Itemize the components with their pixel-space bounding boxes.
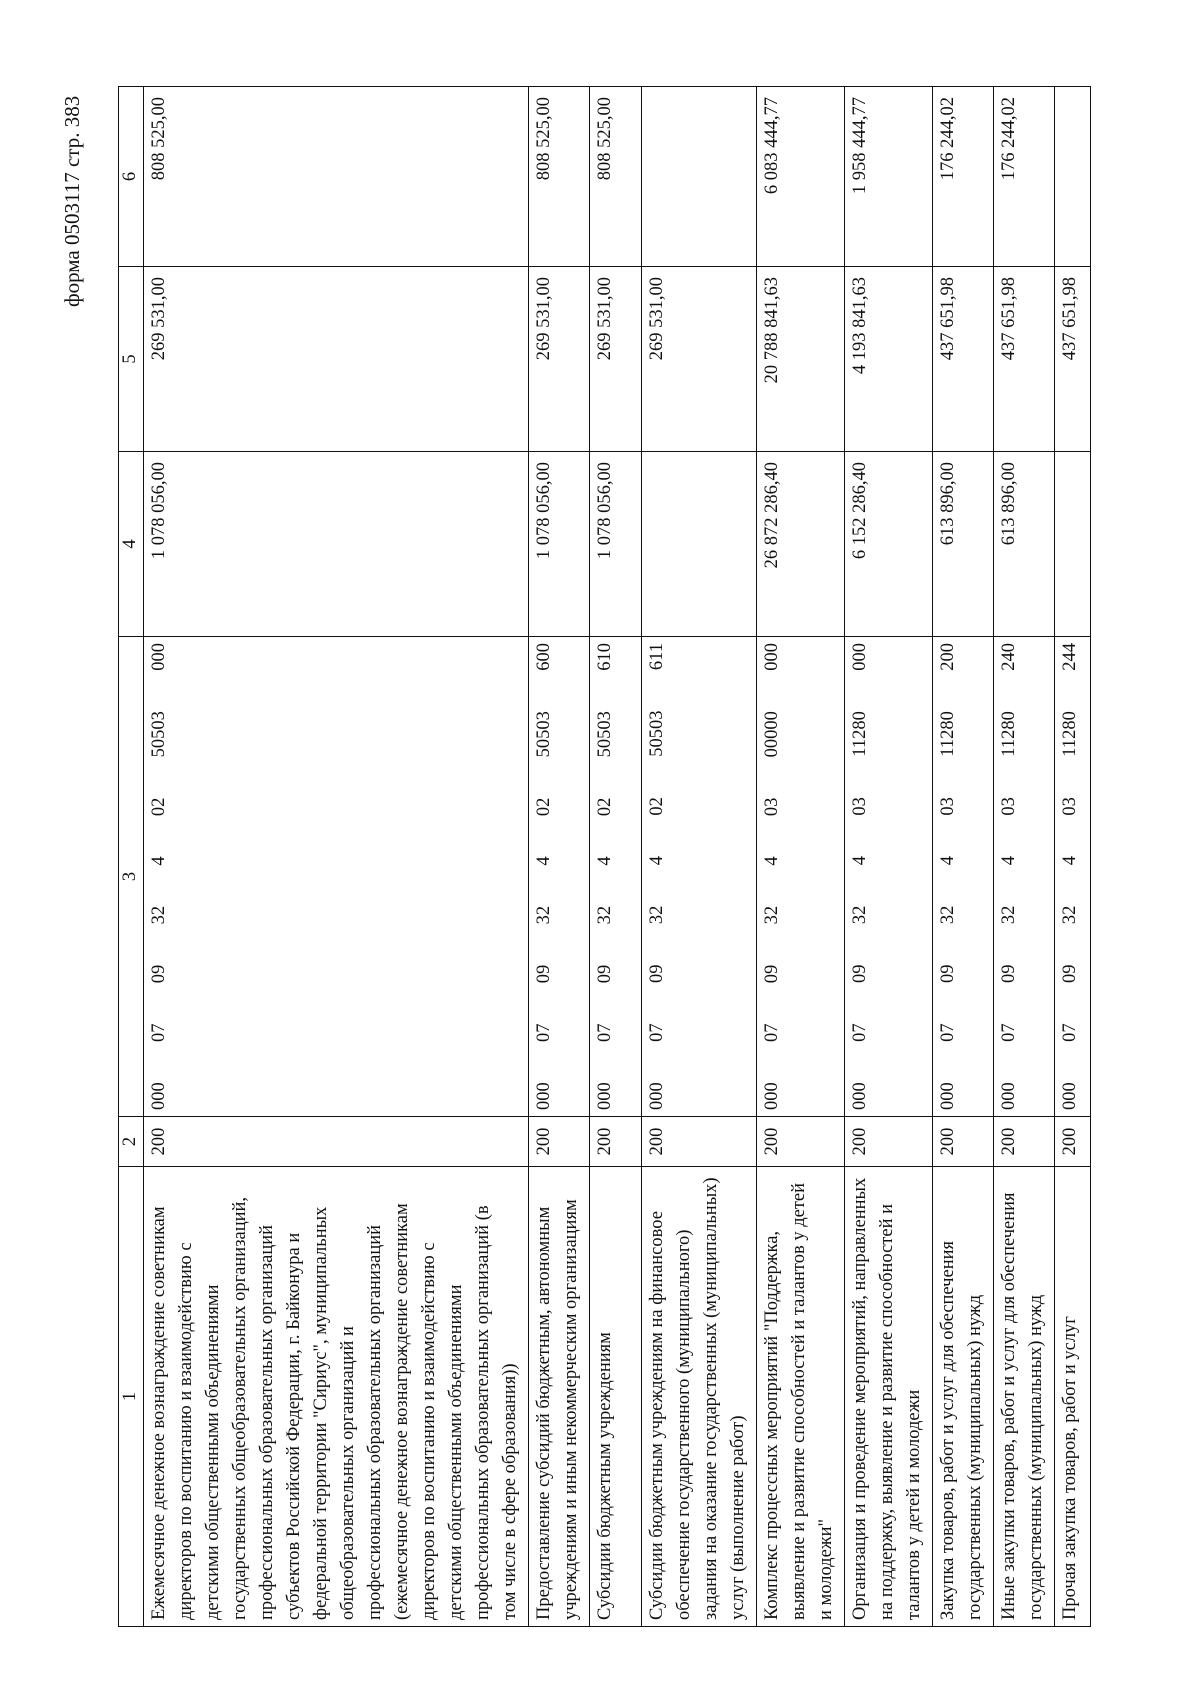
code-segment: 00000	[762, 711, 782, 758]
budget-code	[759, 643, 786, 1110]
budget-code	[644, 643, 671, 1110]
executed-amount-cell: 20 788 841,63	[757, 267, 845, 452]
code-segment: 50503	[149, 711, 169, 758]
line-code-cell: 200	[529, 1117, 590, 1167]
code-segment: 4	[999, 856, 1019, 866]
column-header: 4	[119, 452, 144, 637]
budget-code	[146, 643, 173, 1110]
row-name-cell: Субсидии бюджетным учреждениям	[590, 1167, 642, 1627]
budget-code	[996, 643, 1023, 1110]
code-segment: 09	[1060, 964, 1080, 983]
budget-code-cell	[144, 637, 529, 1117]
code-segment: 02	[647, 797, 667, 816]
code-segment: 09	[938, 964, 958, 983]
table-row	[994, 87, 1055, 1627]
unexecuted-amount-cell: 1 958 444,77	[845, 87, 933, 267]
code-segment: 000	[999, 1082, 1019, 1110]
approved-amount-cell: 6 152 286,40	[845, 452, 933, 637]
code-segment: 4	[149, 856, 169, 866]
code-segment: 244	[1060, 643, 1080, 671]
column-header-row	[119, 87, 144, 1627]
budget-code-cell	[845, 637, 933, 1117]
budget-code-cell	[529, 637, 590, 1117]
table-row	[529, 87, 590, 1627]
code-segment: 09	[534, 964, 554, 984]
line-code-cell: 200	[933, 1117, 994, 1167]
table-row	[144, 87, 529, 1627]
row-name-cell: Иные закупки товаров, работ и услуг для обеспечения государственных (муниципальных) нужд	[994, 1167, 1055, 1627]
code-segment: 02	[149, 797, 169, 817]
approved-amount-cell: 1 078 056,00	[590, 452, 642, 637]
column-header: 2	[119, 1117, 144, 1167]
code-segment: 240	[999, 643, 1019, 671]
row-name-cell: Организация и проведение мероприятий, направленных на поддержку, выявление и развитие способностей и талантов у детей и молодежи	[845, 1167, 933, 1627]
row-name-cell: Субсидии бюджетным учреждениям на финансовое обеспечение государственного (муниципального) задания на оказание государственных (муниципальных) услуг (выполнение работ)	[642, 1167, 757, 1627]
line-code-cell: 200	[845, 1117, 933, 1167]
row-name-cell: Прочая закупка товаров, работ и услуг	[1055, 1167, 1091, 1627]
code-segment: 11280	[850, 711, 870, 757]
code-segment: 4	[647, 856, 667, 866]
unexecuted-amount-cell: 808 525,00	[529, 87, 590, 267]
unexecuted-amount-cell: 808 525,00	[590, 87, 642, 267]
unexecuted-amount-cell	[642, 87, 757, 267]
executed-amount-cell: 269 531,00	[642, 267, 757, 452]
table-row	[933, 87, 994, 1627]
approved-amount-cell	[1055, 452, 1091, 637]
code-segment: 02	[534, 797, 554, 817]
code-segment: 000	[762, 643, 782, 671]
code-segment: 03	[938, 797, 958, 816]
column-header: 5	[119, 267, 144, 452]
code-segment: 03	[762, 797, 782, 817]
code-segment: 09	[999, 964, 1019, 983]
budget-execution-table	[118, 86, 1091, 1627]
code-segment: 4	[595, 856, 615, 866]
code-segment: 32	[647, 905, 667, 925]
executed-amount-cell: 269 531,00	[144, 267, 529, 452]
table-row	[642, 87, 757, 1627]
code-segment: 50503	[647, 710, 667, 757]
row-name-cell: Закупка товаров, работ и услуг для обеспечения государственных (муниципальных) нужд	[933, 1167, 994, 1627]
table-row	[590, 87, 642, 1627]
code-segment: 4	[938, 856, 958, 866]
line-code-cell: 200	[1055, 1117, 1091, 1167]
table-row	[845, 87, 933, 1627]
code-segment: 32	[595, 905, 615, 925]
budget-code-cell	[590, 637, 642, 1117]
row-name-cell: Комплекс процессных мероприятий "Поддержка, выявление и развитие способностей и талантов у детей и молодежи"	[757, 1167, 845, 1627]
approved-amount-cell: 1 078 056,00	[144, 452, 529, 637]
line-code-cell: 200	[590, 1117, 642, 1167]
unexecuted-amount-cell: 176 244,02	[994, 87, 1055, 267]
code-segment: 610	[595, 643, 615, 671]
code-segment: 000	[1060, 1082, 1080, 1110]
code-segment: 32	[850, 905, 870, 925]
line-code-cell: 200	[642, 1117, 757, 1167]
code-segment: 32	[999, 905, 1019, 925]
code-segment: 50503	[534, 711, 554, 758]
code-segment: 000	[762, 1082, 782, 1110]
code-segment: 32	[1060, 905, 1080, 925]
code-segment: 07	[938, 1023, 958, 1042]
approved-amount-cell	[642, 452, 757, 637]
executed-amount-cell: 437 651,98	[1055, 267, 1091, 452]
approved-amount-cell: 613 896,00	[933, 452, 994, 637]
line-code-cell: 200	[994, 1117, 1055, 1167]
budget-code	[935, 643, 962, 1110]
code-segment: 11280	[1060, 711, 1080, 757]
unexecuted-amount-cell: 176 244,02	[933, 87, 994, 267]
form-header: форма 0503117 стр. 383	[60, 95, 84, 307]
code-segment: 09	[850, 964, 870, 983]
code-segment: 4	[534, 856, 554, 866]
code-segment: 000	[149, 643, 169, 671]
code-segment: 03	[1060, 797, 1080, 816]
code-segment: 09	[762, 964, 782, 984]
code-segment: 32	[534, 905, 554, 925]
code-segment: 09	[149, 964, 169, 984]
code-segment: 000	[938, 1082, 958, 1110]
code-segment: 03	[850, 797, 870, 816]
unexecuted-amount-cell: 808 525,00	[144, 87, 529, 267]
unexecuted-amount-cell: 6 083 444,77	[757, 87, 845, 267]
code-segment: 4	[1060, 856, 1080, 866]
code-segment: 50503	[595, 711, 615, 758]
table-row	[757, 87, 845, 1627]
budget-code	[592, 643, 619, 1110]
code-segment: 11280	[999, 711, 1019, 757]
executed-amount-cell: 437 651,98	[933, 267, 994, 452]
code-segment: 4	[850, 856, 870, 866]
code-segment: 07	[647, 1023, 667, 1042]
code-segment: 32	[938, 905, 958, 925]
column-header: 3	[119, 637, 144, 1117]
code-segment: 11280	[938, 711, 958, 757]
code-segment: 02	[595, 797, 615, 817]
budget-code	[847, 643, 874, 1110]
executed-amount-cell: 269 531,00	[529, 267, 590, 452]
row-name-cell: Предоставление субсидий бюджетным, автономным учреждениям и иным некоммерческим организациям	[529, 1167, 590, 1627]
code-segment: 07	[595, 1023, 615, 1042]
code-segment: 09	[647, 964, 667, 983]
budget-code	[1057, 643, 1084, 1110]
unexecuted-amount-cell	[1055, 87, 1091, 267]
code-segment: 32	[762, 905, 782, 925]
code-segment: 07	[1060, 1023, 1080, 1042]
column-header: 1	[119, 1167, 144, 1627]
code-segment: 09	[595, 964, 615, 984]
budget-code-cell	[642, 637, 757, 1117]
code-segment: 07	[762, 1023, 782, 1042]
budget-code-cell	[933, 637, 994, 1117]
row-name-cell: Ежемесячное денежное вознаграждение советникам директоров по воспитанию и взаимодействию с детскими общественными объединениями государственных общеобразовательных организаций, профессиональных образовательных организаций субъектов Российской Федерации, г. Байконура и федеральной территории "Сириус", муниципальных общеобразовательных организаций и профессиональных образовательных организаций (ежемесячное денежное вознаграждение советникам директоров по воспитанию и взаимодействию с детскими общественными объединениями профессиональных образовательных организаций (в том числе в сфере образования))	[144, 1167, 529, 1627]
approved-amount-cell: 26 872 286,40	[757, 452, 845, 637]
line-code-cell: 200	[757, 1117, 845, 1167]
column-header: 6	[119, 87, 144, 267]
budget-code-cell	[757, 637, 845, 1117]
code-segment: 32	[149, 905, 169, 925]
budget-code	[531, 643, 558, 1110]
budget-code-cell	[994, 637, 1055, 1117]
code-segment: 4	[762, 856, 782, 866]
code-segment: 000	[850, 643, 870, 671]
approved-amount-cell: 1 078 056,00	[529, 452, 590, 637]
executed-amount-cell: 269 531,00	[590, 267, 642, 452]
table-row	[1055, 87, 1091, 1627]
code-segment: 07	[534, 1023, 554, 1042]
code-segment: 07	[999, 1023, 1019, 1042]
line-code-cell: 200	[144, 1117, 529, 1167]
approved-amount-cell: 613 896,00	[994, 452, 1055, 637]
executed-amount-cell: 437 651,98	[994, 267, 1055, 452]
code-segment: 200	[938, 643, 958, 671]
code-segment: 07	[149, 1023, 169, 1042]
code-segment: 611	[647, 643, 667, 671]
code-segment: 600	[534, 643, 554, 671]
code-segment: 07	[850, 1023, 870, 1042]
code-segment: 000	[149, 1082, 169, 1110]
code-segment: 000	[534, 1082, 554, 1110]
budget-code-cell	[1055, 637, 1091, 1117]
executed-amount-cell: 4 193 841,63	[845, 267, 933, 452]
code-segment: 03	[999, 797, 1019, 816]
code-segment: 000	[647, 1082, 667, 1110]
code-segment: 000	[850, 1082, 870, 1110]
code-segment: 000	[595, 1082, 615, 1110]
